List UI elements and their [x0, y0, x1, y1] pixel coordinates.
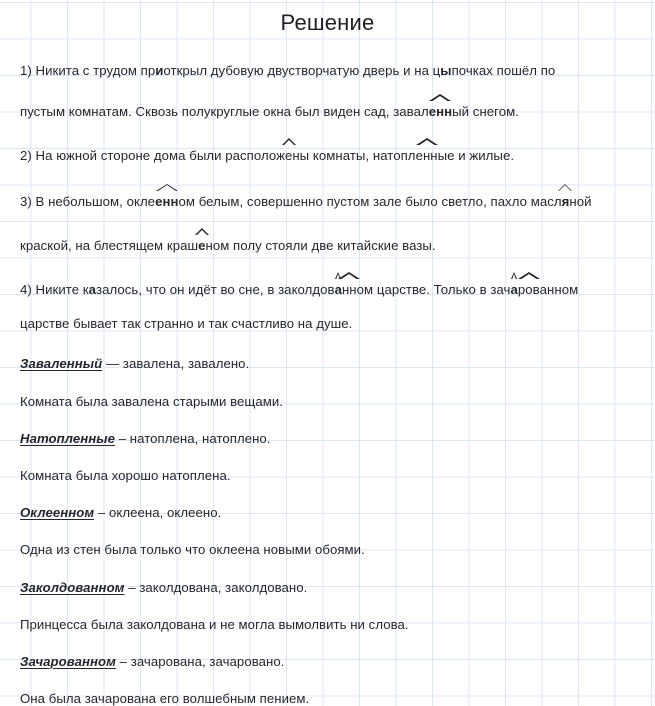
- word-analysis-row: [20, 506, 635, 519]
- dash-glyph: –: [119, 654, 128, 670]
- sentence-line: 4) Никите казалось, что он идёт во сне, в заколдованном царстве. Только в зачарованном: [20, 282, 579, 298]
- word-example-row: [20, 692, 635, 705]
- dash-glyph: —: [105, 356, 120, 372]
- marked-letters: нн: [341, 282, 357, 298]
- word-forms: заколдована, заколдовано.: [139, 579, 308, 595]
- marked-letters: я: [561, 193, 570, 209]
- dash-glyph: –: [128, 579, 136, 595]
- suffix-caret-marker: [518, 283, 540, 296]
- bold-letters: и: [155, 63, 164, 78]
- word-analysis-list: [0, 357, 655, 705]
- suffix-caret-marker: [416, 149, 438, 162]
- word-analysis-row: [20, 432, 635, 445]
- example-sentence: Одна из стен была только что оклеена новыми обоями.: [20, 542, 365, 558]
- suffix-caret-marker: [198, 239, 205, 252]
- suffix-caret-marker: [335, 283, 342, 296]
- sentence-line: царстве бывает так странно и так счастливо на душе.: [20, 316, 353, 332]
- marked-letters: а: [334, 282, 342, 298]
- suffix-caret-marker: [562, 195, 570, 208]
- word-forms: натоплена, натоплено.: [129, 430, 271, 446]
- dash-glyph: –: [118, 430, 127, 446]
- example-sentence: Она была зачарована его волшебным пением.: [20, 691, 310, 706]
- example-sentence: Комната была хорошо натоплена.: [20, 468, 231, 484]
- page-title: Решение: [280, 10, 375, 35]
- sentence-line: пустым комнатам. Сквозь полукруглые окна был виден сад, заваленный снегом.: [20, 104, 519, 120]
- marked-letters: енн: [155, 193, 179, 209]
- suffix-caret-marker: [510, 283, 517, 296]
- sentences-block: [0, 64, 655, 330]
- sentence-line: 1) Никита с трудом приоткрыл дубовую двустворчатую дверь и на цыпочках пошёл по: [20, 63, 556, 78]
- marked-letters: а: [510, 282, 518, 298]
- word-analysis-row: [20, 655, 635, 668]
- suffix-caret-marker: [429, 105, 452, 118]
- word-example-row: [20, 618, 635, 631]
- headword: Зачарованном: [20, 654, 116, 670]
- sentence-line: 2) На южной стороне дома были расположены комнаты, натопленные и жилые.: [20, 148, 515, 164]
- headword: Заваленный: [20, 356, 103, 372]
- marked-letters: енн: [415, 148, 438, 164]
- sentence-line: 3) В небольшом, оклеенном белым, совершенно пустом зале было светло, пахло масляной: [20, 193, 592, 209]
- bold-letters: а: [88, 282, 97, 298]
- word-analysis-row: [20, 357, 635, 370]
- word-example-row: [20, 469, 635, 482]
- word-example-row: [20, 395, 635, 408]
- dash-glyph: –: [97, 505, 106, 521]
- word-forms: завалена, завалено.: [122, 356, 250, 372]
- suffix-caret-marker: [285, 149, 292, 162]
- headword: Заколдованном: [20, 579, 125, 595]
- word-forms: оклеена, оклеено.: [109, 505, 222, 521]
- marked-letters: ров: [517, 282, 540, 298]
- word-example-row: [20, 543, 635, 556]
- example-sentence: Принцесса была заколдована и не могла вымолвить ни слова.: [20, 616, 409, 632]
- sentence-line: краской, на блестящем крашеном полу стояли две китайские вазы.: [20, 237, 436, 253]
- headword: Натопленные: [20, 430, 115, 446]
- word-analysis-row: [20, 581, 635, 594]
- bold-letters: ы: [440, 63, 452, 78]
- marked-letters: енн: [428, 104, 453, 120]
- example-sentence: Комната была завалена старыми вещами.: [20, 393, 283, 409]
- word-forms: зачарована, зачаровано.: [130, 654, 285, 670]
- suffix-caret-marker: [342, 283, 357, 296]
- headword: Оклеенном: [20, 505, 95, 521]
- suffix-caret-marker: [155, 195, 178, 208]
- marked-letters: е: [284, 148, 293, 164]
- marked-letters: е: [198, 237, 206, 253]
